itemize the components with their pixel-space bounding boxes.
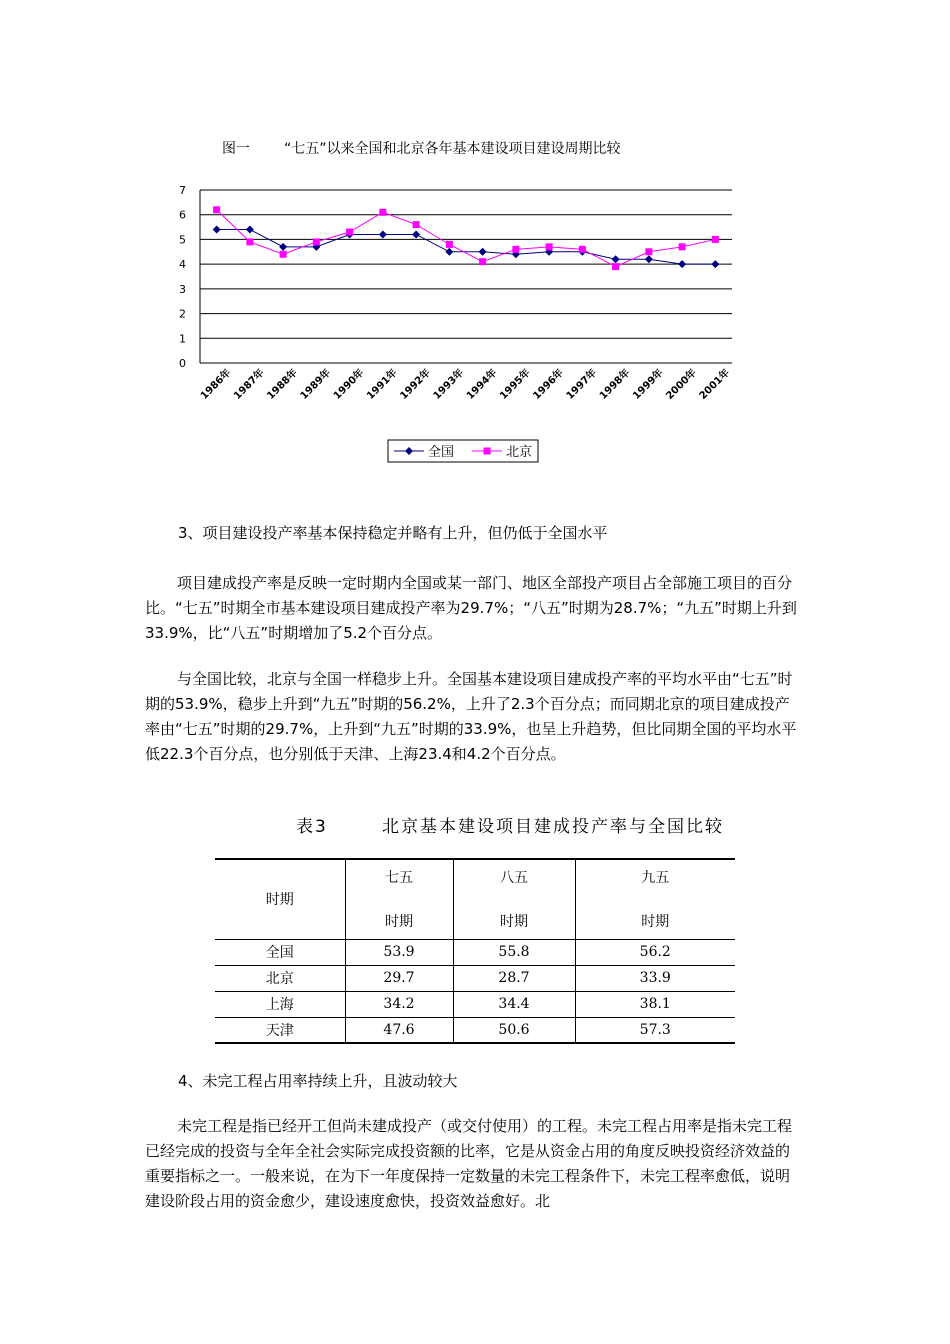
chart-title-text: “七五”以来全国和北京各年基本建设项目建设周期比较 xyxy=(284,141,621,157)
y-tick-label: 5 xyxy=(179,233,186,247)
legend-label: 北京 xyxy=(506,445,533,460)
data-point xyxy=(512,246,519,253)
series-line xyxy=(217,210,716,267)
data-point xyxy=(546,243,553,250)
y-tick-label: 6 xyxy=(179,208,186,222)
table-row xyxy=(215,939,735,965)
data-point xyxy=(679,243,686,250)
x-tick-label: 1987年 xyxy=(232,367,267,402)
x-tick-label: 1992年 xyxy=(398,367,433,402)
header-col-1-top: 七五 xyxy=(385,870,413,887)
data-point xyxy=(711,260,719,268)
y-tick-label: 0 xyxy=(179,357,186,370)
header-col-3-top: 九五 xyxy=(641,870,670,887)
x-tick-label: 1988年 xyxy=(265,367,300,402)
table-cell: 53.9 xyxy=(345,939,453,965)
x-tick-label: 2001年 xyxy=(697,367,733,402)
table-row xyxy=(215,991,735,1017)
data-point xyxy=(645,248,652,255)
header-col-2-bottom: 时期 xyxy=(500,914,528,931)
table-title-text: 北京基本建设项目建成投产率与全国比较 xyxy=(382,817,724,837)
table-cell: 47.6 xyxy=(345,1017,453,1043)
row-label: 天津 xyxy=(265,1022,294,1039)
row-label: 北京 xyxy=(265,971,294,987)
section3-heading: 3、项目建设投产率基本保持稳定并略有上升，但仍低于全国水平 xyxy=(178,524,608,542)
table-header-row xyxy=(215,859,735,939)
table-cell: 38.1 xyxy=(575,991,735,1017)
series-1 xyxy=(213,226,720,269)
table-cell: 55.8 xyxy=(453,939,575,965)
y-tick-label: 4 xyxy=(179,258,186,272)
header-col-1 xyxy=(345,859,453,939)
table-cell: 57.3 xyxy=(575,1017,735,1043)
x-tick-label: 1989年 xyxy=(298,367,334,402)
data-point xyxy=(579,246,586,253)
x-tick-label: 1997年 xyxy=(564,367,600,402)
x-tick-label: 1991年 xyxy=(365,367,400,402)
y-tick-label: 1 xyxy=(179,332,186,346)
data-point xyxy=(246,238,253,245)
data-point xyxy=(213,206,220,213)
data-point xyxy=(712,236,719,243)
x-tick-label: 2000年 xyxy=(664,367,699,402)
legend-marker xyxy=(484,448,491,455)
chart-legend xyxy=(388,440,538,462)
data-point xyxy=(279,243,287,251)
table-cell: 33.9 xyxy=(575,965,735,991)
x-tick-label: 1999年 xyxy=(631,367,666,402)
y-tick-label: 3 xyxy=(179,282,186,296)
x-axis-ticks xyxy=(197,366,732,402)
data-point xyxy=(280,251,287,258)
data-point xyxy=(446,241,453,248)
y-tick-label: 2 xyxy=(179,307,186,321)
data-point xyxy=(246,226,254,234)
header-period-label xyxy=(215,859,345,939)
row-label: 上海 xyxy=(265,997,294,1013)
x-tick-label: 1990年 xyxy=(331,367,367,402)
header-col-2 xyxy=(453,859,575,939)
table-cell: 50.6 xyxy=(453,1017,575,1043)
table-cell: 28.7 xyxy=(453,965,575,991)
data-point xyxy=(479,248,487,256)
chart-title-number: 图一 xyxy=(222,141,250,157)
chart-gridlines xyxy=(200,190,732,363)
table-title-number: 表3 xyxy=(296,817,328,837)
data-point xyxy=(612,255,620,263)
series-line xyxy=(217,230,716,265)
series-2 xyxy=(213,206,719,270)
x-tick-label: 1993年 xyxy=(431,367,467,402)
data-point xyxy=(445,248,453,256)
y-tick-label: 7 xyxy=(179,184,186,197)
chart-title xyxy=(222,138,621,158)
x-tick-label: 1995年 xyxy=(498,367,533,402)
data-table xyxy=(215,858,735,1044)
data-point xyxy=(379,230,387,238)
x-tick-label: 1986年 xyxy=(198,367,234,402)
legend-label: 全国 xyxy=(428,445,455,460)
table-cell: 34.4 xyxy=(453,991,575,1017)
y-axis-ticks xyxy=(179,184,186,370)
data-point xyxy=(612,263,619,270)
line-chart xyxy=(160,178,760,468)
section4-heading: 4、未完工程占用率持续上升，且波动较大 xyxy=(178,1072,458,1090)
table-row xyxy=(215,965,735,991)
x-tick-label: 1998年 xyxy=(597,367,633,402)
table-cell: 34.2 xyxy=(345,991,453,1017)
data-point xyxy=(346,229,353,236)
table-cell: 56.2 xyxy=(575,939,735,965)
section3-paragraph-2: 与全国比较，北京与全国一样稳步上升。全国基本建设项目建成投产率的平均水平由“七五”时期的53.9%，稳步上升到“九五”时期的56.2%，上升了2.3个百分点；而同期北京的项目建成投产率由“七五”时期的29.7%，上升到“九五”时期的33.9%，也呈上升趋势，但比同期全国的平均水平低22.3个百分点，也分别低于天津、上海23.4和4.2个百分点。 xyxy=(145,670,797,763)
section3-paragraph-1: 项目建成投产率是反映一定时期内全国或某一部门、地区全部投产项目占全部施工项目的百分比。“七五”时期全市基本建设项目建成投产率为29.7%；“八五”时期为28.7%；“九五”时期上升到33.9%，比“八五”时期增加了5.2个百分点。 xyxy=(145,574,797,642)
data-point xyxy=(413,221,420,228)
data-point xyxy=(645,255,653,263)
row-label: 全国 xyxy=(265,945,294,961)
data-point xyxy=(379,209,386,216)
data-point xyxy=(678,260,686,268)
data-point xyxy=(412,230,420,238)
data-point xyxy=(313,238,320,245)
table-title xyxy=(296,812,724,837)
x-tick-label: 1996年 xyxy=(531,367,566,402)
table-cell: 29.7 xyxy=(345,965,453,991)
table-row xyxy=(215,1017,735,1043)
header-period-text: 时期 xyxy=(265,892,294,909)
section4-paragraph-1: 未完工程是指已经开工但尚未建成投产（或交付使用）的工程。未完工程占用率是指未完工程已经完成的投资与全年全社会实际完成投资额的比率，它是从资金占用的角度反映投资经济效益的重要指标之一。一般来说，在为下一年度保持一定数量的未完工程条件下，未完工程率愈低，说明建设阶段占用的资金愈少，建设速度愈快，投资效益愈好。北 xyxy=(145,1117,793,1210)
header-col-1-bottom: 时期 xyxy=(385,914,413,931)
x-tick-label: 1994年 xyxy=(464,367,500,402)
header-col-2-top: 八五 xyxy=(500,870,528,887)
header-col-3 xyxy=(575,859,735,939)
data-point xyxy=(213,226,221,234)
header-col-3-bottom: 时期 xyxy=(641,914,670,931)
chart-series xyxy=(213,206,720,270)
data-point xyxy=(479,258,486,265)
